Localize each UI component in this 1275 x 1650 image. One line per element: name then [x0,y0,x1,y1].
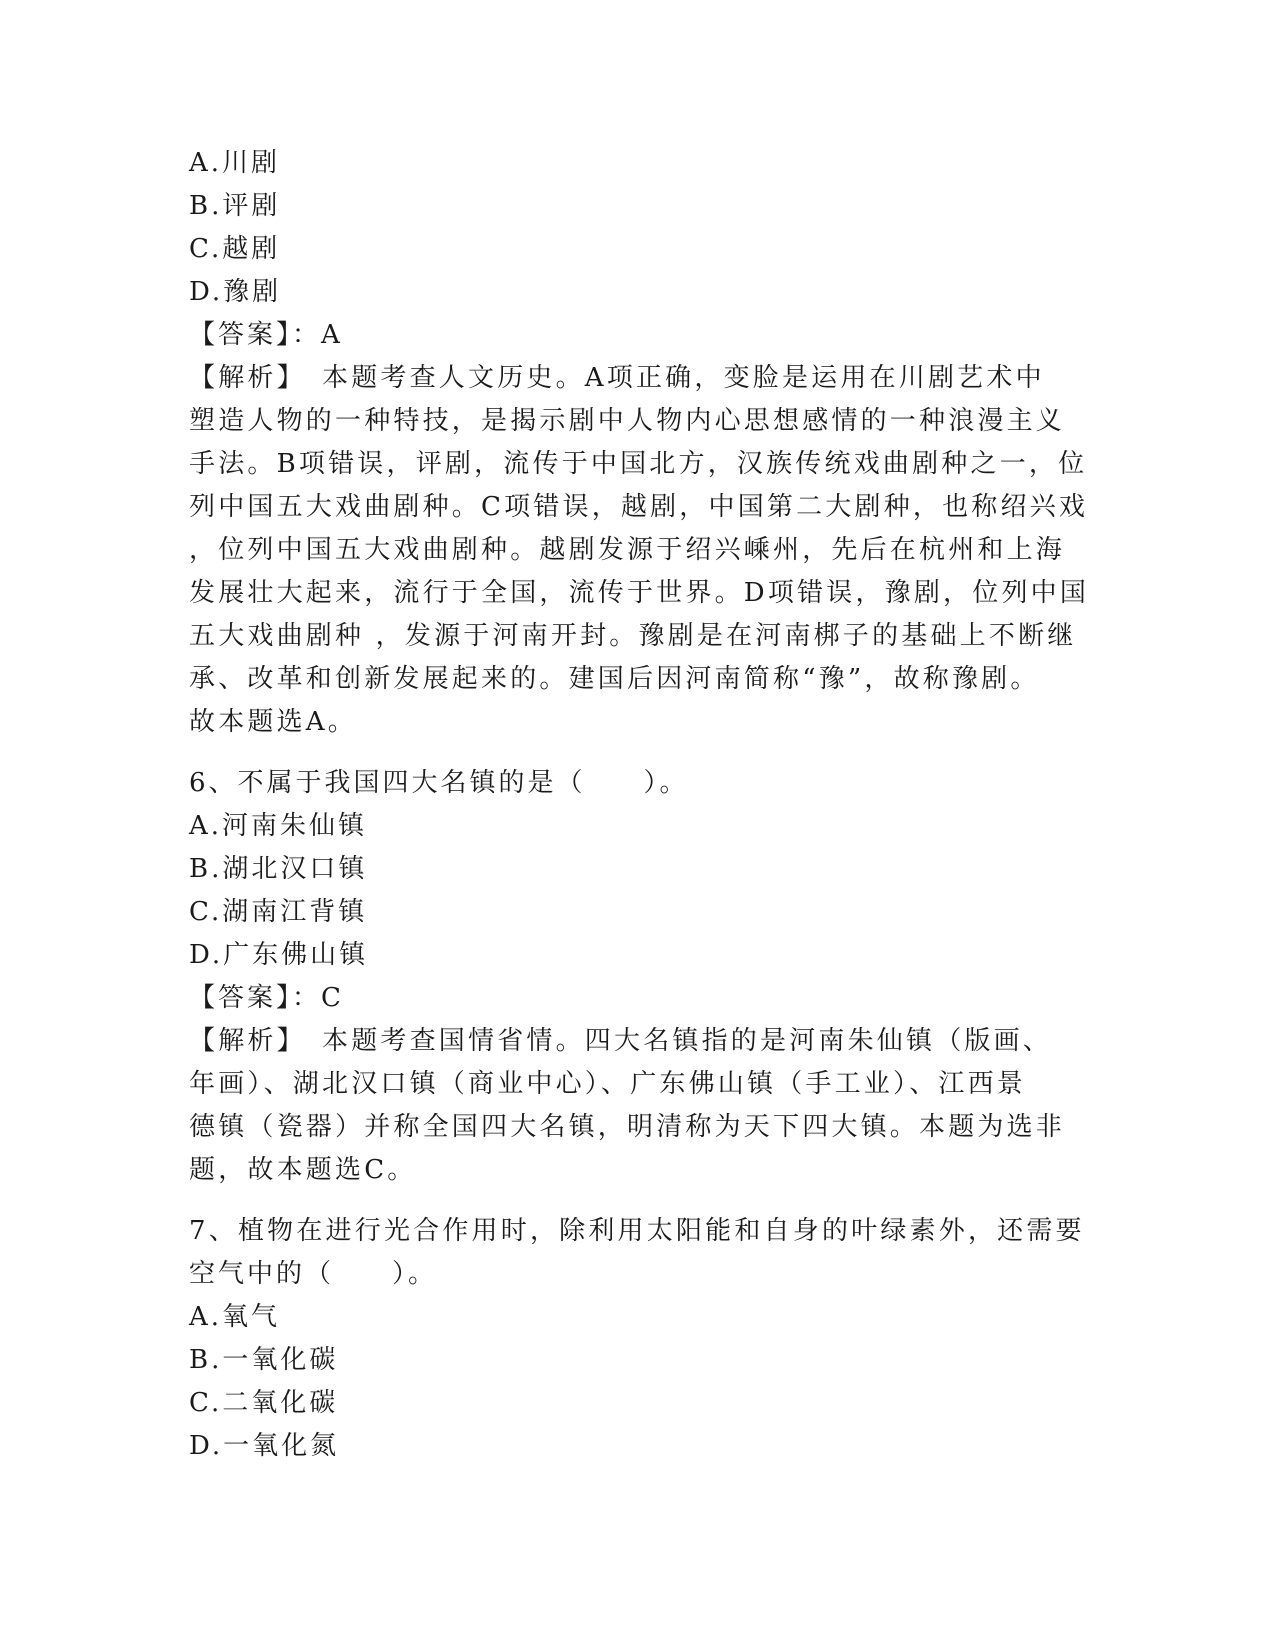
analysis-line: 手法。B项错误，评剧，流传于中国北方，汉族传统戏曲剧种之一，位 [189,449,1088,479]
option-c: C.二氧化碳 [189,1388,339,1418]
option-a: A.川剧 [189,148,281,178]
question-5-block [189,142,1089,744]
analysis-line: ，位列中国五大戏曲剧种。越剧发源于绍兴嵊州，先后在杭州和上海 [189,535,1066,565]
option-d: D.广东佛山镇 [189,940,369,970]
option-b: B.湖北汉口镇 [189,854,368,884]
analysis-block [189,1020,1089,1192]
answer-line: 【答案】：A [189,320,343,350]
answer-line: 【答案】：C [189,983,344,1013]
option-d: D.豫剧 [189,277,282,307]
document-page [189,142,1089,1468]
analysis-block [189,357,1089,744]
question-text: 6、不属于我国四大名镇的是（ ）。 [189,768,689,798]
analysis-line: 塑造人物的一种特技，是揭示剧中人物内心思想感情的一种浪漫主义 [189,406,1066,436]
analysis-line: 【解析】 本题考查人文历史。A项正确，变脸是运用在川剧艺术中 [189,363,1045,393]
question-text: 7、植物在进行光合作用时，除利用太阳能和自身的叶绿素外，还需要 [189,1216,1085,1246]
option-a: A.氧气 [189,1302,281,1332]
option-d: D.一氧化氮 [189,1431,340,1461]
question-6-block [189,762,1089,1192]
analysis-line: 【解析】 本题考查国情省情。四大名镇指的是河南朱仙镇（版画、 [189,1026,1053,1056]
analysis-line: 年画）、湖北汉口镇（商业中心）、广东佛山镇（手工业）、江西景 [189,1069,1027,1099]
analysis-line: 承、改革和创新发展起来的。建国后因河南简称“豫”，故称豫剧。 [189,664,1040,694]
analysis-line: 列中国五大戏曲剧种。C项错误，越剧，中国第二大剧种，也称绍兴戏 [189,492,1089,522]
option-b: B.一氧化碳 [189,1345,339,1375]
analysis-line: 五大戏曲剧种 ，发源于河南开封。豫剧是在河南梆子的基础上不断继 [189,621,1077,651]
analysis-line: 故本题选A。 [189,707,357,737]
question-7-block [189,1210,1089,1468]
analysis-line: 发展壮大起来，流行于全国，流传于世界。D项错误，豫剧，位列中国 [189,578,1090,608]
analysis-line: 题，故本题选C。 [189,1155,417,1185]
option-c: C.越剧 [189,234,281,264]
question-text: 空气中的（ ）。 [189,1259,438,1289]
option-a: A.河南朱仙镇 [189,811,368,841]
analysis-line: 德镇（瓷器）并称全国四大名镇，明清称为天下四大镇。本题为选非 [189,1112,1066,1142]
option-b: B.评剧 [189,191,281,221]
option-c: C.湖南江背镇 [189,897,368,927]
